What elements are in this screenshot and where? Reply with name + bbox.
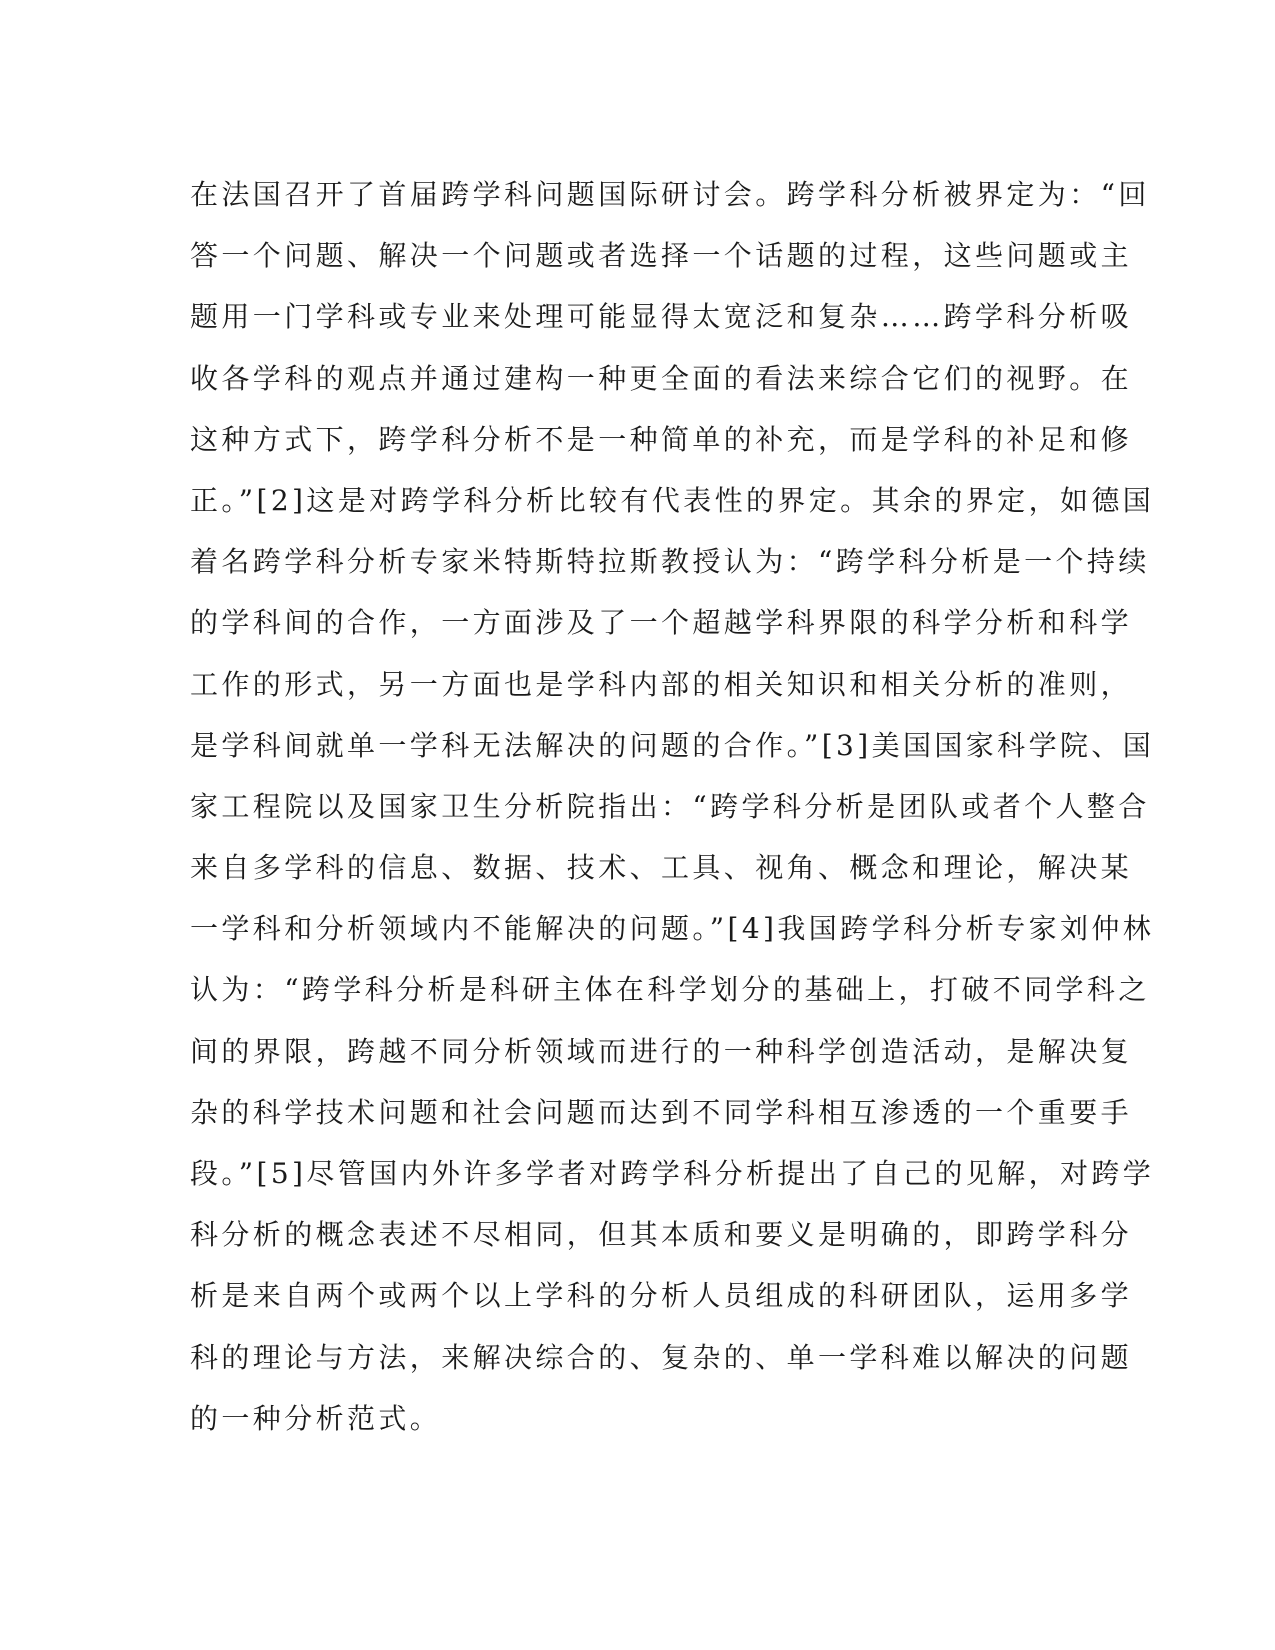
paragraph-line-3: 题用一门学科或专业来处理可能显得太宽泛和复杂……跨学科分析吸 bbox=[190, 300, 1133, 334]
paragraph-line-4: 收各学科的观点并通过建构一种更全面的看法来综合它们的视野。在 bbox=[190, 361, 1133, 395]
paragraph-line-12: 来自多学科的信息、数据、技术、工具、视角、概念和理论，解决某 bbox=[190, 851, 1133, 885]
paragraph-line-21: 的一种分析范式。 bbox=[190, 1401, 442, 1435]
paragraph-line-15: 间的界限，跨越不同分析领域而进行的一种科学创造活动，是解决复 bbox=[190, 1034, 1133, 1068]
paragraph-line-1: 在法国召开了首届跨学科问题国际研讨会。跨学科分析被界定为：“回 bbox=[190, 178, 1150, 211]
paragraph-line-17: 段。”[5]尽管国内外许多学者对跨学科分析提出了自己的见解，对跨学 bbox=[190, 1157, 1155, 1190]
paragraph-line-19: 析是来自两个或两个以上学科的分析人员组成的科研团队，运用多学 bbox=[190, 1279, 1133, 1313]
paragraph-line-8: 的学科间的合作，一方面涉及了一个超越学科界限的科学分析和科学 bbox=[190, 606, 1133, 640]
paragraph-line-7: 着名跨学科分析专家米特斯特拉斯教授认为：“跨学科分析是一个持续 bbox=[190, 545, 1150, 579]
paragraph-line-9: 工作的形式，另一方面也是学科内部的相关知识和相关分析的准则， bbox=[190, 667, 1133, 701]
paragraph-line-13: 一学科和分析领域内不能解决的问题。”[4]我国跨学科分析专家刘仲林 bbox=[190, 912, 1155, 946]
paragraph-line-10: 是学科间就单一学科无法解决的问题的合作。”[3]美国国家科学院、国 bbox=[190, 728, 1155, 762]
paragraph-line-11: 家工程院以及国家卫生分析院指出：“跨学科分析是团队或者个人整合 bbox=[190, 789, 1150, 823]
paragraph-line-20: 科的理论与方法，来解决综合的、复杂的、单一学科难以解决的问题 bbox=[190, 1340, 1133, 1374]
paragraph-line-5: 这种方式下，跨学科分析不是一种简单的补充，而是学科的补足和修 bbox=[190, 422, 1133, 456]
paragraph-line-6: 正。”[2]这是对跨学科分析比较有代表性的界定。其余的界定，如德国 bbox=[190, 483, 1155, 517]
paragraph-line-16: 杂的科学技术问题和社会问题而达到不同学科相互渗透的一个重要手 bbox=[190, 1095, 1133, 1129]
paragraph-line-14: 认为：“跨学科分析是科研主体在科学划分的基础上，打破不同学科之 bbox=[190, 973, 1150, 1007]
body-paragraph bbox=[190, 164, 1155, 1449]
paragraph-line-18: 科分析的概念表述不尽相同，但其本质和要义是明确的，即跨学科分 bbox=[190, 1218, 1133, 1252]
paragraph-line-2: 答一个问题、解决一个问题或者选择一个话题的过程，这些问题或主 bbox=[190, 239, 1133, 273]
